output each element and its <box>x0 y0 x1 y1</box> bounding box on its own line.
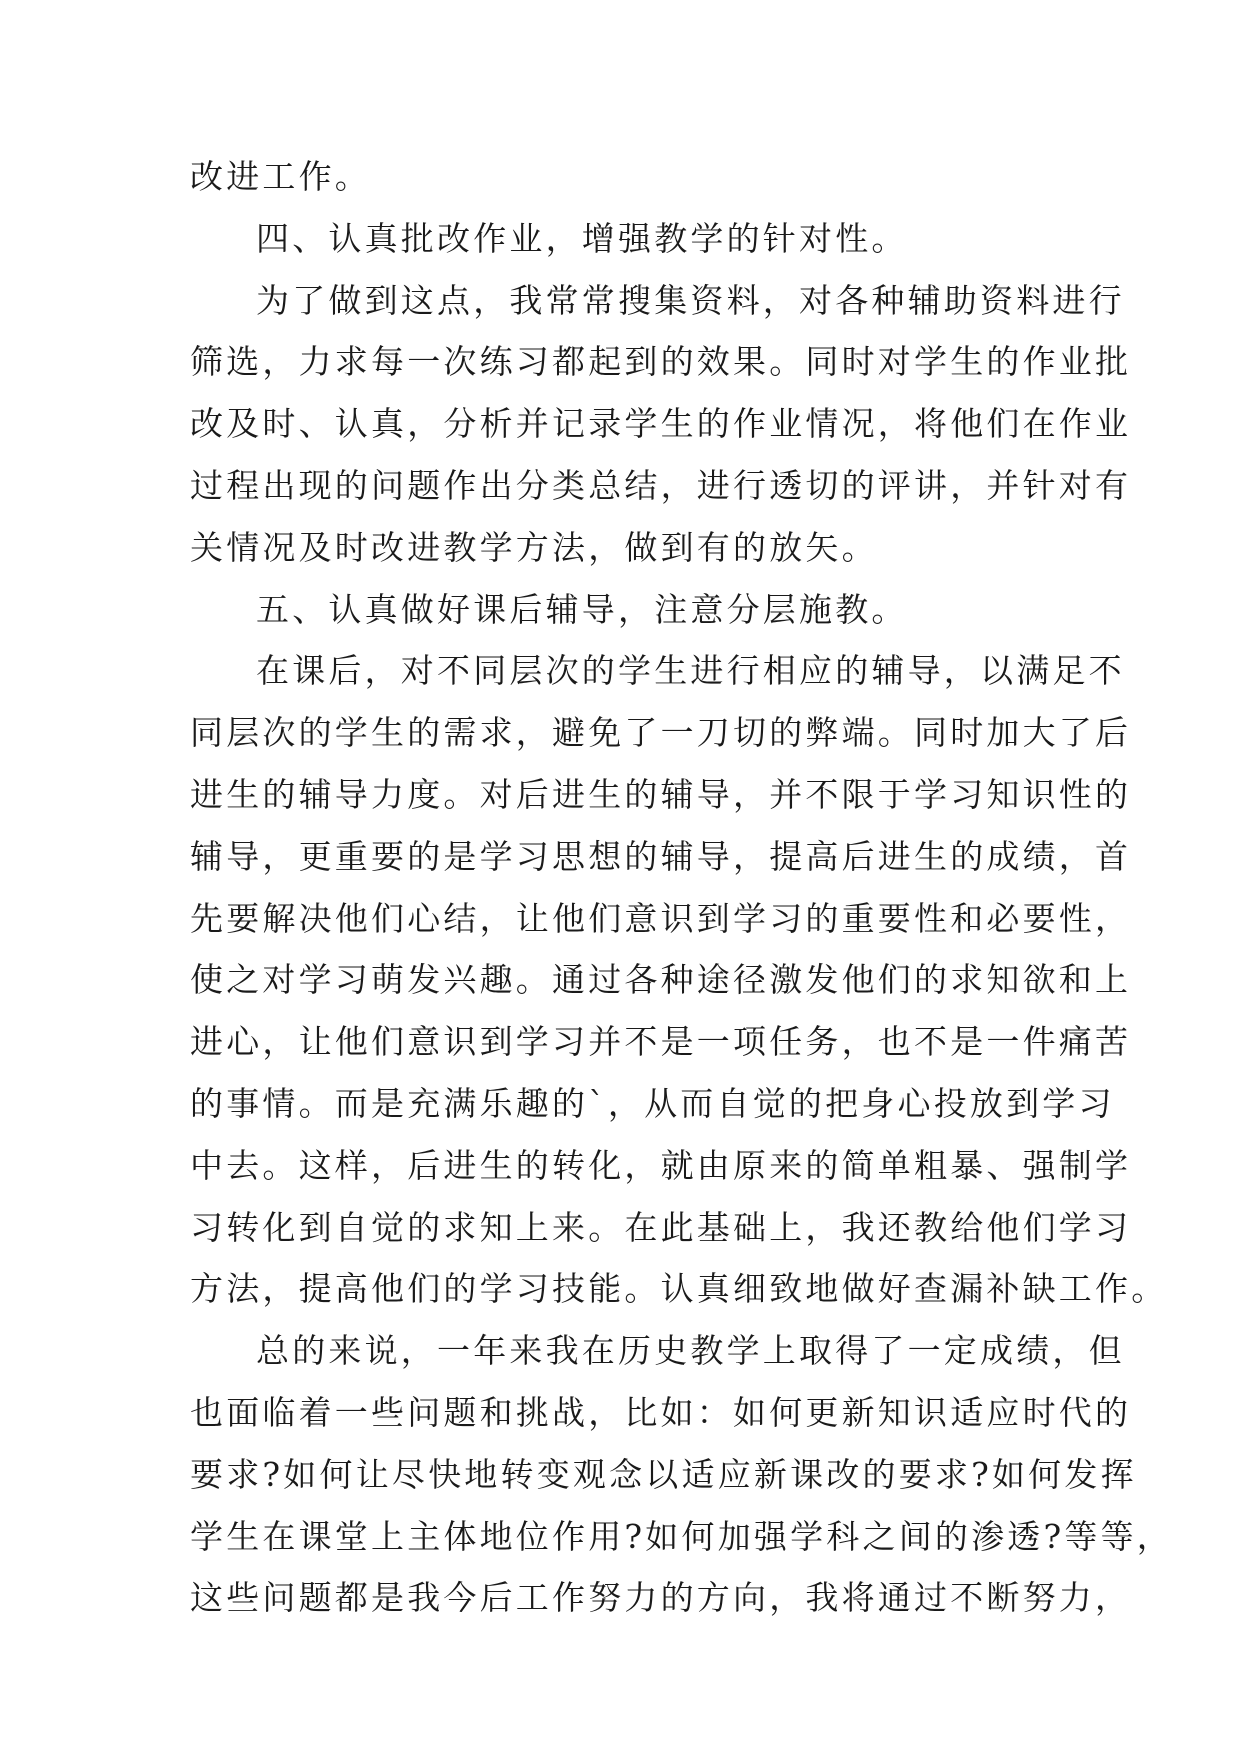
text-line: 习转化到自觉的求知上来。在此基础上，我还教给他们学习 <box>190 1207 1132 1247</box>
text-line: 也面临着一些问题和挑战，比如：如何更新知识适应时代的 <box>190 1392 1132 1432</box>
document-body <box>190 146 1173 1629</box>
text-line: 要求?如何让尽快地转变观念以适应新课改的要求?如何发挥 <box>190 1454 1137 1494</box>
text-line: 的事情。而是充满乐趣的`，从而自觉的把身心投放到学习 <box>190 1083 1115 1123</box>
section-heading: 四、认真批改作业，增强教学的针对性。 <box>256 218 908 258</box>
text-line: 方法，提高他们的学习技能。认真细致地做好查漏补缺工作。 <box>190 1269 1168 1309</box>
text-line: 为了做到这点，我常常搜集资料，对各种辅助资料进行 <box>256 280 1125 320</box>
text-line: 这些问题都是我今后工作努力的方向，我将通过不断努力， <box>190 1578 1132 1618</box>
text-line: 进生的辅导力度。对后进生的辅导，并不限于学习知识性的 <box>190 774 1132 814</box>
text-line: 使之对学习萌发兴趣。通过各种途径激发他们的求知欲和上 <box>190 960 1132 1000</box>
text-line: 先要解决他们心结，让他们意识到学习的重要性和必要性， <box>190 898 1132 938</box>
text-line: 同层次的学生的需求，避免了一刀切的弊端。同时加大了后 <box>190 713 1132 753</box>
text-line: 关情况及时改进教学方法，做到有的放矢。 <box>190 527 878 567</box>
text-line: 改及时、认真，分析并记录学生的作业情况，将他们在作业 <box>190 404 1132 444</box>
text-line: 在课后，对不同层次的学生进行相应的辅导，以满足不 <box>256 651 1125 691</box>
text-line: 筛选，力求每一次练习都起到的效果。同时对学生的作业批 <box>190 342 1132 382</box>
text-line: 过程出现的问题作出分类总结，进行透切的评讲，并针对有 <box>190 465 1132 505</box>
text-line: 进心，让他们意识到学习并不是一项任务，也不是一件痛苦 <box>190 1022 1132 1062</box>
text-line: 总的来说，一年来我在历史教学上取得了一定成绩，但 <box>256 1331 1125 1371</box>
text-line: 改进工作。 <box>190 157 371 196</box>
text-line: 辅导，更重要的是学习思想的辅导，提高后进生的成绩，首 <box>190 836 1132 876</box>
text-line: 学生在课堂上主体地位作用?如何加强学科之间的渗透?等等， <box>190 1516 1173 1556</box>
section-heading: 五、认真做好课后辅导，注意分层施教。 <box>256 589 908 629</box>
text-line: 中去。这样，后进生的转化，就由原来的简单粗暴、强制学 <box>190 1145 1132 1185</box>
